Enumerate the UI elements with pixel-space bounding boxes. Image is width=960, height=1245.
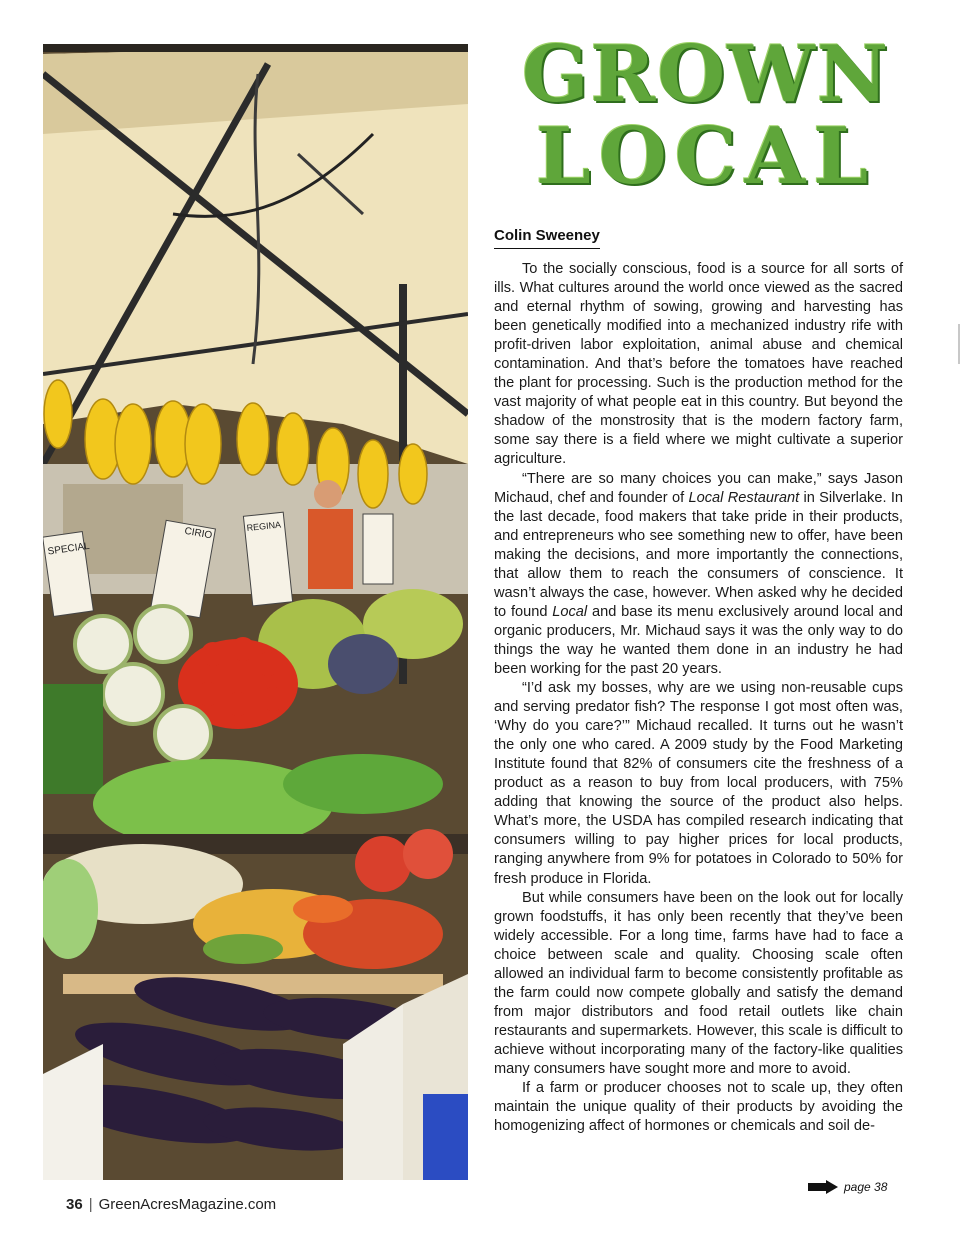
sign-special: SPECIAL bbox=[46, 540, 91, 558]
paragraph-text: If a farm or producer chooses not to scale up, they often maintain the unique quality of their products by avoiding the homogenizing affect of hormones or chemicals and soil de- bbox=[494, 1080, 903, 1135]
page-number: 36 bbox=[66, 1196, 83, 1213]
title-line-grown: GROWN bbox=[521, 29, 891, 120]
page-footer bbox=[66, 1196, 276, 1213]
continued-on[interactable] bbox=[808, 1180, 887, 1194]
paragraph-text: and base its menu exclusively around local and organic producers, Mr. Michaud says it was the only way to do things the way he wanted them done in an industry he had been working for the past 20 years. bbox=[494, 603, 903, 677]
paragraph-5 bbox=[494, 1079, 903, 1136]
market-photo bbox=[43, 44, 468, 1180]
paragraph-2 bbox=[494, 470, 903, 680]
footer-separator: | bbox=[88, 1196, 93, 1213]
paragraph-text: “I’d ask my bosses, why are we using non-reusable cups and serving predator fish? The response I got most often was, ‘Why do you care?’” Michaud recalled. It turns out he wasn’t the only one who cared. A 2009 study by the Food Marketing Institute found that 82% of consumers cite the freshness of a product as a reason to buy from local producers, with 75% adding that knowing the source of the product also helps. What’s more, the USDA has compiled research indicating that consumers willing to pay higher prices for local products, ranging anywhere from 9% for potatoes in Colorado to 50% for fresh produce in Florida. bbox=[494, 680, 903, 887]
site-url[interactable]: GreenAcresMagazine.com bbox=[98, 1196, 277, 1213]
paragraph-text: But while consumers have been on the look out for locally grown foodstuffs, it has only been recently that they’ve been widely accessible. For a long time, farms have had to face a choice between scale and quality. Choosing scale often allowed an individual farm to become consistently profitable as the farm could now compete globally and satisfy the demand from major distributors and food retail outlets like chain restaurants and supermarkets. However, this scale is difficult to achieve without incorporating many of the factory-like qualities many consumers have sought more and more to avoid. bbox=[494, 889, 903, 1077]
title-line-local: LOCAL bbox=[535, 111, 877, 202]
market-photo-illustration bbox=[43, 44, 468, 1180]
sign-regina: REGINA bbox=[246, 519, 282, 534]
article-title bbox=[486, 29, 926, 202]
sign-cirio: CIRIO bbox=[183, 525, 213, 542]
continued-page: page 38 bbox=[844, 1180, 888, 1194]
article-body bbox=[494, 260, 903, 1136]
paragraph-text: in Silverlake. In the last decade, food makers that take pride in their products, and entrepreneurs who see something new to offer, have been making the decisions, and more importantly the connections, that allow them to reach the consumers of conscience. It wasn’t always the case, however. When asked why he decided to found bbox=[494, 489, 904, 620]
restaurant-name: Local Restaurant bbox=[688, 489, 800, 506]
paragraph-text: To the socially conscious, food is a source for all sorts of ills. What cultures around the world once viewed as the sacred and eternal rhythm of sowing, growing and harvesting has been genetically modified into a mechanized industry rife with profit-driven labor exploitation, animal abuse and chemical contamination. And that’s before the tomatoes have reached the plant for processing. Such is the production method for the vast majority of what people eat in this country. But beyond the shadow of the monstrosity that is the modern factory farm, some say there is a field where we might cultivate a superior agriculture. bbox=[494, 261, 903, 468]
restaurant-name: Local bbox=[552, 603, 588, 620]
paragraph-4 bbox=[494, 889, 903, 1079]
paragraph-text: “There are so many choices you can make,” says Jason Michaud, chef and founder of bbox=[494, 470, 903, 506]
author-byline: Colin Sweeney bbox=[494, 227, 600, 249]
paragraph-3 bbox=[494, 679, 903, 889]
paragraph-1 bbox=[494, 260, 903, 470]
arrow-right-icon bbox=[808, 1180, 838, 1194]
